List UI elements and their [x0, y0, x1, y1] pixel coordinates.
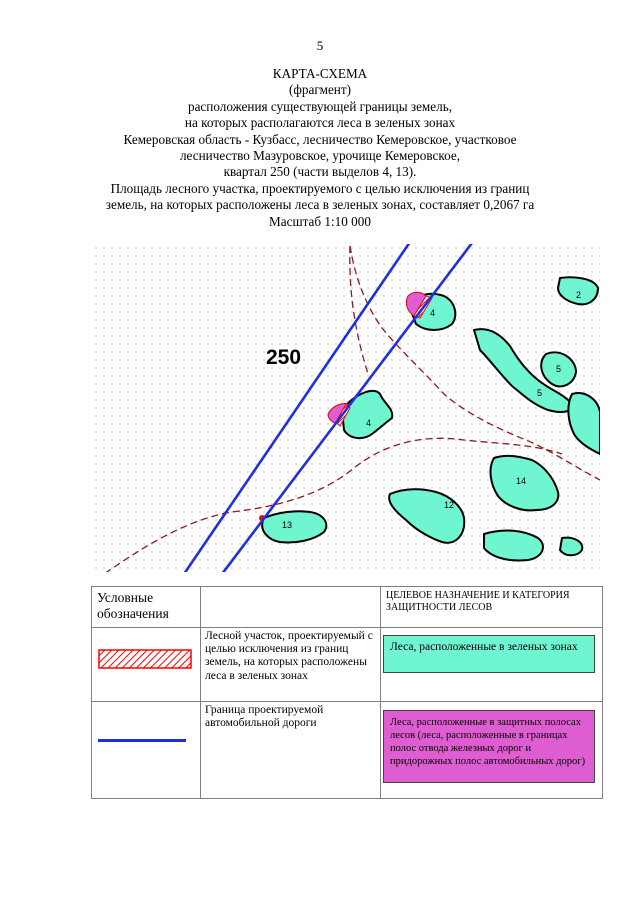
header-line: лесничество Мазуровское, урочище Кемеровское, — [179, 148, 461, 164]
plot-south-small — [560, 538, 582, 556]
legend-divider — [200, 587, 201, 798]
excluded-plot-symbol — [98, 649, 192, 669]
header-line: КАРТА-СХЕМА — [272, 66, 368, 81]
header-line: Площадь лесного участка, проектируемого с целью исключения из границ — [110, 180, 530, 196]
quarter-label: 250 — [266, 346, 302, 369]
map-scheme — [92, 244, 600, 572]
plot-label: 13 — [282, 520, 293, 530]
excluded-plot-description: Лесной участок, проектируемый с целью исключения из границ земель, на которых расположены леса в зеленых зонах — [205, 630, 373, 682]
plot-south-east — [484, 531, 543, 561]
category-title: ЦЕЛЕВОЕ НАЗНАЧЕНИЕ И КАТЕГОРИЯ ЗАЩИТНОСТИ ЛЕСОВ — [386, 590, 570, 613]
header-line: квартал 250 (части выделов 4, 13). — [223, 164, 417, 180]
road-boundary-symbol — [98, 739, 186, 742]
plot-label: 14 — [516, 476, 527, 486]
header-line: (фрагмент) — [288, 82, 352, 98]
legend-divider — [92, 701, 602, 702]
header-line: Кемеровская область - Кузбасс, лесничество Кемеровское, участковое — [123, 131, 517, 147]
header-line: на которых располагаются леса в зеленых зонах — [184, 115, 456, 131]
legend-title: Условные обозначения — [97, 590, 169, 621]
plot-label: 12 — [444, 500, 455, 510]
plot-label: 4 — [366, 418, 372, 428]
legend-divider — [380, 587, 381, 798]
green-zone-category-box: Леса, расположенные в зеленых зонах — [383, 635, 595, 673]
map-header — [60, 66, 580, 230]
plot-label: 2 — [576, 290, 582, 300]
header-line: расположения существующей границы земель, — [187, 98, 453, 114]
header-line: Масштаб 1:10 000 — [269, 213, 371, 229]
legend-table — [91, 586, 603, 799]
plot-label: 5 — [537, 388, 543, 398]
protective-strip-category-box: Леса, расположенные в защитных полосах лесов (леса, расположенные в границах полос отвода железных дорог и придорожных полос автомобильных дорог) — [383, 710, 595, 783]
plot-label: 4 — [430, 308, 436, 318]
plot-label: 5 — [556, 364, 562, 374]
header-line: земель, на которых расположены леса в зеленых зонах, составляет 0,2067 га — [105, 197, 535, 213]
road-boundary-description: Граница проектируемой автомобильной дороги — [205, 704, 324, 730]
legend-divider — [92, 627, 602, 628]
page-number: 5 — [316, 38, 324, 53]
